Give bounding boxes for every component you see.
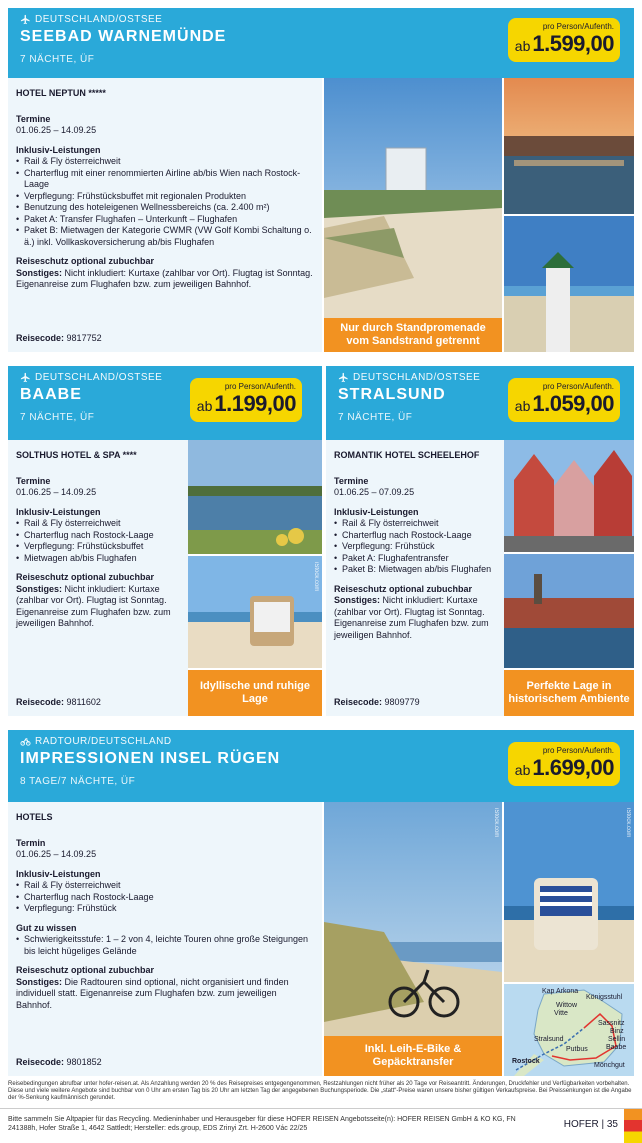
reiseschutz-label: Reiseschutz optional zubuchbar [16, 572, 155, 582]
price-badge-baabe [190, 378, 302, 422]
hotel-name: HOTEL NEPTUN ***** [16, 88, 106, 98]
offer-nights: 7 NÄCHTE, ÜF [20, 412, 95, 423]
price-value: 1.599,00 [532, 31, 614, 56]
price-value: 1.699,00 [532, 755, 614, 780]
reisecode-label: Reisecode: [16, 696, 65, 707]
offer-title: STRALSUND [338, 386, 446, 403]
list-item: • Mietwagen ab/bis Flughafen [16, 553, 180, 565]
list-item: • Paket A: Transfer Flughafen – Unterkunft – Flughafen [16, 214, 314, 226]
termine-value: 01.06.25 – 07.09.25 [334, 487, 415, 497]
photo-credit [625, 808, 631, 837]
photo-lighthouse [504, 216, 634, 352]
reiseschutz-label: Reiseschutz optional zubuchbar [334, 583, 473, 594]
inklusiv-list [16, 880, 314, 915]
termine-value: 01.06.25 – 14.09.25 [16, 849, 97, 859]
price-prefix: ab [196, 398, 213, 414]
feature-banner [504, 670, 634, 716]
hotel-name: HOTELS [16, 812, 53, 822]
reisecode-label: Reisecode: [16, 332, 65, 343]
sonstiges [334, 595, 496, 641]
reisecode-value: 9809779 [384, 696, 420, 707]
category-text: DEUTSCHLAND/OSTSEE [35, 372, 163, 383]
gut-zu-wissen-label: Gut zu wissen [16, 922, 77, 933]
price-value: 1.059,00 [532, 391, 614, 416]
airplane-icon [20, 372, 31, 383]
list-item: • Charterflug nach Rostock-Laage [16, 530, 180, 542]
offer-title: BAABE [20, 386, 82, 403]
price-label: pro Person/Aufenth. [224, 382, 296, 391]
list-item: • Charterflug nach Rostock-Laage [16, 892, 314, 904]
reisecode [16, 697, 101, 709]
list-item: • Rail & Fly österreichweit [16, 518, 180, 530]
photo-bikes-dunes [324, 802, 502, 1076]
price-prefix: ab [514, 38, 531, 54]
category-text: DEUTSCHLAND/OSTSEE [353, 372, 481, 383]
credit-text: iStock.com [493, 808, 499, 838]
sonstiges-text: Nicht inkludiert: Kurtaxe (zahlbar vor Ort). Flugtag ist Sonntag. Eigenanreise zum Flughafen bzw. zum jeweiligen Bahnhof. [16, 583, 171, 628]
map-label: Putbus [566, 1046, 588, 1053]
photo-baabe-lake [188, 440, 322, 554]
list-item: • Verpflegung: Frühstück [334, 541, 496, 553]
banner-text: Inkl. Leih-E-Bike & Gepäcktransfer [364, 1043, 462, 1068]
photo-strandkorb [504, 802, 634, 982]
credit-text: iStock.com [313, 562, 319, 592]
offer-body-stralsund [326, 440, 504, 716]
sonstiges-label: Sonstiges: [16, 583, 63, 594]
banner-text: Nur durch Standpromenade vom Sandstrand getrennt [340, 322, 486, 347]
offer-body-baabe [8, 440, 188, 716]
feature-banner [324, 1036, 502, 1076]
inklusiv-label: Inklusiv-Leistungen [16, 868, 101, 879]
map-ruegen [504, 984, 634, 1076]
price-value: 1.199,00 [214, 391, 296, 416]
feature-banner [188, 670, 322, 716]
offer-nights: 7 NÄCHTE, ÜF [20, 54, 95, 65]
list-item: • Verpflegung: Frühstück [16, 903, 314, 915]
price-label: pro Person/Aufenth. [542, 382, 614, 391]
feature-banner [324, 318, 502, 352]
price-label: pro Person/Aufenth. [542, 22, 614, 31]
list-item: • Paket B: Mietwagen der Kategorie CWMR (VW Golf Kombi Schaltung o. ä.) inkl. Vollkaskoversicherung ab/bis Flughafen [16, 225, 314, 248]
price-prefix: ab [514, 762, 531, 778]
offer-title: IMPRESSIONEN INSEL RÜGEN [20, 750, 281, 767]
list-item: • Verpflegung: Frühstücksbuffet [16, 541, 180, 553]
map-label: Rostock [512, 1058, 540, 1065]
reisecode [334, 697, 420, 709]
list-item: • Schwierigkeitsstufe: 1 – 2 von 4, leichte Touren ohne große Steigungen bis leicht hügeliges Gelände [16, 934, 314, 957]
price-label: pro Person/Aufenth. [542, 746, 614, 755]
airplane-icon [20, 14, 31, 25]
sonstiges-label: Sonstiges: [16, 976, 63, 987]
hotel-name: ROMANTIK HOTEL SCHEELEHOF [334, 450, 480, 460]
sonstiges-text: Nicht inkludiert: Kurtaxe (zahlbar vor Ort). Flugtag ist Sonntag. Eigenanreise zum Flughafen bzw. zum jeweiligen Bahnhof. [334, 595, 489, 640]
photo-stralsund-gables [504, 440, 634, 552]
termine-label: Termine [334, 475, 369, 486]
photo-beach-chair [188, 556, 322, 668]
reiseschutz-label: Reiseschutz optional zubuchbar [16, 965, 155, 975]
sonstiges-text: Die Radtouren sind optional, nicht organisiert und finden individuell statt. Eigenanreise zum Flughafen bzw. zum jeweiligen Bahnhof. [16, 976, 289, 1010]
sonstiges [16, 268, 314, 291]
list-item: • Rail & Fly österreichweit [16, 156, 314, 168]
hotel-name: SOLTHUS HOTEL & SPA **** [16, 450, 137, 460]
category-text: RADTOUR/DEUTSCHLAND [35, 736, 172, 747]
list-item: • Rail & Fly österreichweit [334, 518, 496, 530]
inklusiv-label: Inklusiv-Leistungen [16, 506, 101, 517]
map-label: Königsstuhl [586, 994, 623, 1001]
inklusiv-list [16, 156, 314, 248]
airplane-icon [338, 372, 349, 383]
credit-text: iStock.com [625, 808, 631, 838]
banner-text: Perfekte Lage in historischem Ambiente [508, 680, 630, 705]
inklusiv-label: Inklusiv-Leistungen [334, 506, 419, 517]
sonstiges [16, 584, 180, 630]
photo-harbour-sunset [504, 78, 634, 214]
footer-imprint: Bitte sammeln Sie Altpapier für das Recycling. Medieninhaber und Herausgeber für diese HOFER REISEN Angebotsseite(n): HOFER REISEN GmbH & KO KG, FN 241388h, Hofer Straße 1, 4642 Sattledt; Hersteller: eds.group, EDS Zrinyi Zrt. H-2600 Vác 22/25 [8, 1116, 516, 1132]
photo-stralsund-harbour [504, 554, 634, 668]
price-prefix: ab [514, 398, 531, 414]
map-label: Wittow [556, 1002, 577, 1009]
list-item: • Charterflug mit einer renommierten Airline ab/bis Wien nach Rostock-Laage [16, 168, 314, 191]
photo-credit [313, 562, 319, 591]
price-badge-warnemuende [508, 18, 620, 62]
price-badge-stralsund [508, 378, 620, 422]
list-item: • Charterflug nach Rostock-Laage [334, 530, 496, 542]
photo-hotel-neptun-beach [324, 78, 502, 352]
offer-body-ruegen [8, 802, 322, 1076]
inklusiv-list [334, 518, 496, 576]
list-item: • Paket B: Mietwagen ab/bis Flughafen [334, 564, 496, 576]
brand-stripe [624, 1109, 642, 1143]
reisecode-label: Reisecode: [334, 696, 383, 707]
map-label: Mönchgut [594, 1062, 625, 1069]
reisecode [16, 333, 102, 345]
reisecode-value: 9817752 [66, 332, 102, 343]
map-label: Baabe [606, 1044, 627, 1051]
reisecode-value: 9801852 [66, 1056, 102, 1067]
offer-nights: 8 TAGE/7 NÄCHTE, ÜF [20, 776, 136, 787]
reisecode-value: 9811602 [66, 696, 101, 707]
offer-nights: 7 NÄCHTE, ÜF [338, 412, 413, 423]
termine-label: Termine [16, 475, 51, 486]
sonstiges-label: Sonstiges: [334, 595, 381, 605]
offer-title: SEEBAD WARNEMÜNDE [20, 28, 227, 45]
map-label: Sellin [608, 1036, 626, 1043]
map-label: Binz [610, 1028, 624, 1035]
bicycle-icon [20, 736, 31, 747]
map-label: Stralsund [534, 1036, 564, 1043]
reisecode-label: Reisecode: [16, 1056, 65, 1067]
inklusiv-label: Inklusiv-Leistungen [16, 144, 101, 155]
map-label: Kap Arkona [542, 988, 579, 995]
offer-body-warnemuende [8, 78, 322, 352]
list-item: • Verpflegung: Frühstücksbuffet mit regionalen Produkten [16, 191, 314, 203]
category-text: DEUTSCHLAND/OSTSEE [35, 14, 163, 25]
sonstiges [16, 977, 314, 1012]
page-footer [0, 1108, 642, 1142]
map-label: Sassnitz [598, 1020, 625, 1027]
termine-label: Termine [16, 113, 51, 124]
list-item: • Rail & Fly österreichweit [16, 880, 314, 892]
reisecode [16, 1057, 102, 1069]
sonstiges-label: Sonstiges: [16, 267, 63, 278]
termine-value: 01.06.25 – 14.09.25 [16, 125, 97, 135]
reiseschutz-label: Reiseschutz optional zubuchbar [16, 256, 155, 266]
price-badge-ruegen [508, 742, 620, 786]
page-number: HOFER | 35 [563, 1119, 618, 1130]
legal-footnote: Reisebedingungen abrufbar unter hofer-reisen.at. Als Anzahlung werden 20 % des Reisepreises entgegengenommen, Restzahlungen nicht früher als 20 Tage vor Reiseantritt. Änderungen, Druckfehler und Verfügbarkeiten vorbehalten. Diese und viele weitere Angebote sind buchbar von 0 Uhr am ersten Tag bis 20 Uhr am letzten Tag der angegebenen Buchungsperiode. Die „statt“-Preise waren unsere bisher gültigen Verkaufspreise. Bei Preissenkungen ist die Angabe der %-Senkung kaufmännisch gerundet. [8, 1081, 632, 1101]
list-item: • Benutzung des hoteleigenen Wellnessbereichs (ca. 2.400 m²) [16, 202, 314, 214]
termine-value: 01.06.25 – 14.09.25 [16, 487, 97, 497]
map-label: Vitte [554, 1010, 568, 1017]
gut-zu-wissen-list [16, 934, 314, 957]
sonstiges-text: Nicht inkludiert: Kurtaxe (zahlbar vor Ort). Flugtag ist Sonntag. Eigenanreise zum Flughafen bzw. zum jeweiligen Bahnhof. [16, 267, 313, 289]
termine-label: Termin [16, 837, 46, 848]
photo-credit [493, 808, 499, 837]
banner-text: Idyllische und ruhige Lage [199, 680, 311, 705]
inklusiv-list [16, 518, 180, 564]
list-item: • Paket A: Flughafentransfer [334, 553, 496, 565]
